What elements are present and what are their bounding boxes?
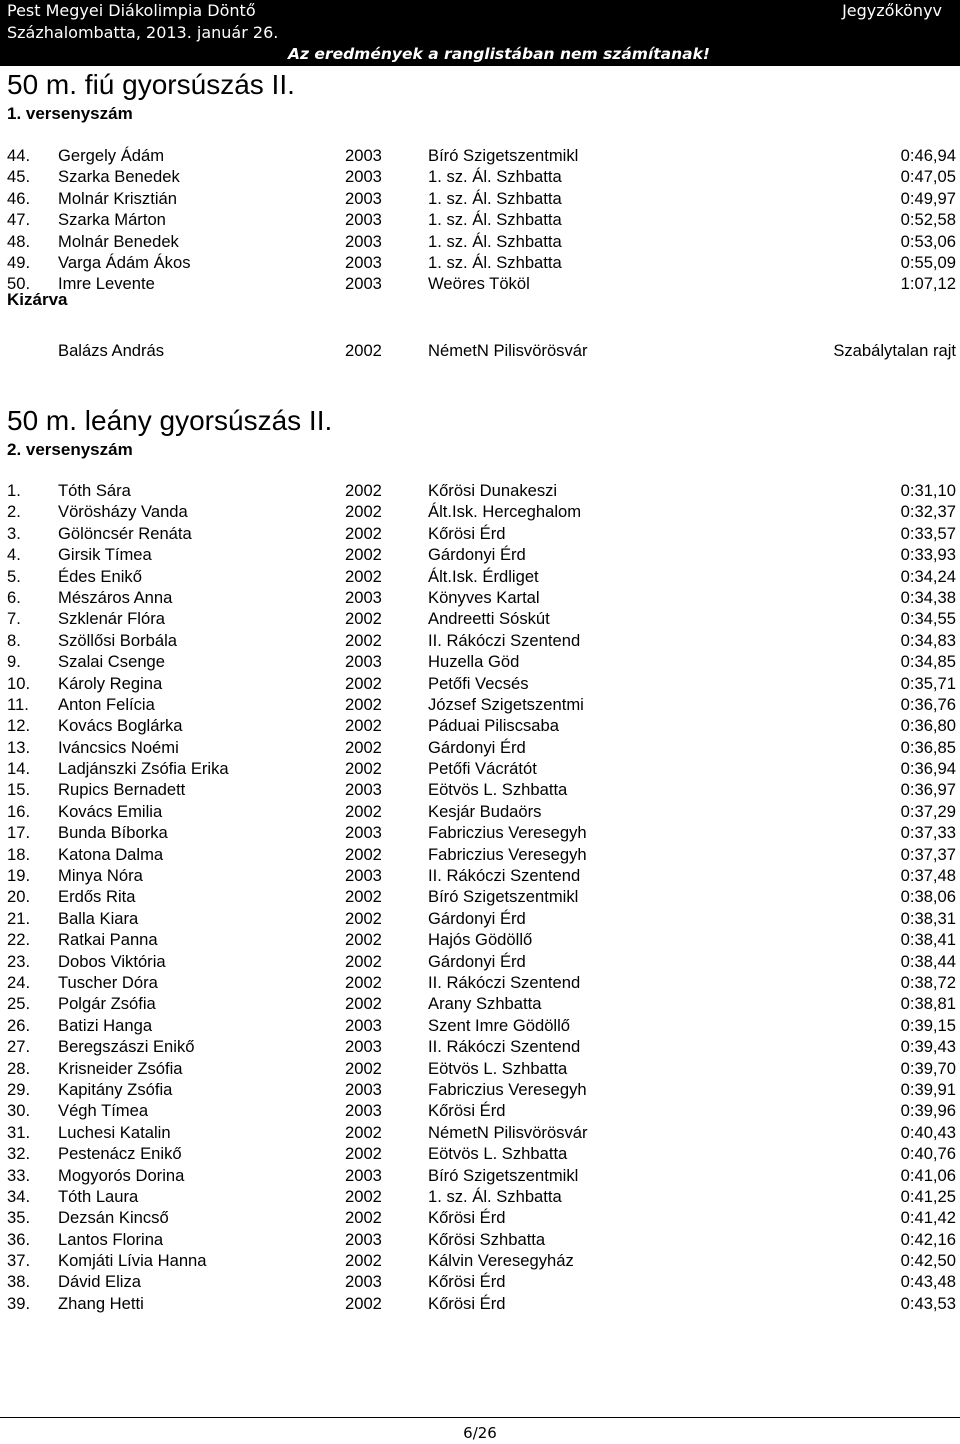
club-name: Kőrösi Érd (428, 1208, 506, 1228)
birth-year: 2002 (345, 545, 382, 565)
rank-number: 24. (7, 972, 31, 992)
club-name: Petőfi Vácrátót (428, 759, 537, 779)
athlete-name: Dávid Eliza (58, 1272, 142, 1292)
footer-divider (0, 1417, 960, 1418)
athlete-name: Polgár Zsófia (58, 994, 156, 1014)
rank-number: 47. (7, 210, 31, 230)
rank-number: 13. (7, 737, 31, 757)
result-time: 0:34,24 (900, 566, 956, 586)
rank-number: 28. (7, 1058, 31, 1078)
rank-number: 39. (7, 1293, 31, 1313)
athlete-name: Kovács Boglárka (58, 716, 183, 736)
athlete-name: Katona Dalma (58, 844, 164, 864)
table-row (0, 651, 960, 672)
event2-title: 50 m. leány gyorsúszás II. (7, 405, 333, 436)
result-time: 0:53,06 (900, 231, 956, 251)
rank-number: 44. (7, 146, 31, 165)
birth-year: 2002 (345, 951, 382, 971)
table-row (0, 801, 960, 822)
table-row (0, 1143, 960, 1164)
club-name: József Szigetszentmi (428, 694, 584, 714)
disqualification-reason: Szabálytalan rajt (833, 341, 956, 360)
table-row (0, 252, 960, 273)
birth-year: 2002 (345, 737, 382, 757)
birth-year: 2002 (345, 566, 382, 586)
rank-number: 7. (7, 609, 21, 629)
club-name: Huzella Göd (428, 652, 520, 672)
result-time: 0:36,76 (900, 694, 956, 714)
rank-number: 33. (7, 1165, 31, 1185)
rank-number: 27. (7, 1037, 31, 1057)
club-name: 1. sz. Ál. Szhbatta (428, 188, 562, 208)
event1-title: 50 m. fiú gyorsúszás II. (7, 69, 295, 100)
table-row (0, 1015, 960, 1036)
birth-year: 2002 (345, 1144, 382, 1164)
table-row (0, 929, 960, 950)
result-time: 0:38,72 (900, 972, 956, 992)
table-row (0, 972, 960, 993)
birth-year: 2002 (345, 1186, 382, 1206)
birth-year: 2003 (345, 866, 382, 886)
club-name: Ált.Isk. Herceghalom (428, 502, 582, 522)
club-name: 1. sz. Ál. Szhbatta (428, 167, 562, 187)
birth-year: 2002 (345, 844, 382, 864)
table-row (0, 544, 960, 565)
rank-number: 38. (7, 1272, 31, 1292)
rank-number: 50. (7, 274, 31, 294)
birth-year: 2002 (345, 630, 382, 650)
result-time: 0:40,43 (900, 1122, 956, 1142)
result-time: 0:42,50 (900, 1251, 956, 1271)
table-row (0, 1036, 960, 1057)
result-time: 0:39,91 (900, 1079, 956, 1099)
disqualified-label: Kizárva (7, 290, 68, 309)
birth-year: 2002 (345, 972, 382, 992)
rank-number: 2. (7, 502, 21, 522)
athlete-name: Vörösházy Vanda (58, 502, 188, 522)
birth-year: 2003 (345, 1037, 382, 1057)
athlete-name: Édes Enikő (58, 566, 142, 586)
athlete-name: Tóth Sára (58, 481, 131, 500)
athlete-name: Anton Felícia (58, 694, 155, 714)
rank-number: 9. (7, 652, 21, 672)
birth-year: 2003 (345, 210, 382, 230)
rank-number: 35. (7, 1208, 31, 1228)
birth-year: 2002 (345, 1251, 382, 1271)
club-name: Kőrösi Érd (428, 1272, 506, 1292)
table-row (0, 166, 960, 187)
club-name: Kőrösi Érd (428, 523, 506, 543)
result-time: 0:34,55 (900, 609, 956, 629)
ranking-note: Az eredmények a ranglistában nem számítanak! (288, 45, 710, 63)
athlete-name: Batizi Hanga (58, 1015, 153, 1035)
birth-year: 2002 (345, 694, 382, 714)
competition-place-date: Százhalombatta, 2013. január 26. (7, 23, 279, 42)
athlete-name: Tuscher Dóra (58, 972, 158, 992)
birth-year: 2003 (345, 1079, 382, 1099)
rank-number: 19. (7, 866, 31, 886)
rank-number: 32. (7, 1144, 31, 1164)
rank-number: 46. (7, 188, 31, 208)
athlete-name: Molnár Krisztián (58, 188, 177, 208)
result-time: 0:31,10 (900, 481, 956, 500)
result-time: 0:35,71 (900, 673, 956, 693)
club-name: Kálvin Veresegyház (428, 1251, 574, 1271)
athlete-name: Beregszászi Enikő (58, 1037, 195, 1057)
page-header (0, 0, 960, 66)
rank-number: 36. (7, 1229, 31, 1249)
club-name: Fabriczius Veresegyh (428, 844, 587, 864)
table-row (0, 715, 960, 736)
rank-number: 4. (7, 545, 21, 565)
club-name: Könyves Kartal (428, 587, 540, 607)
table-row (0, 779, 960, 800)
athlete-name: Szarka Benedek (58, 167, 180, 187)
rank-number: 26. (7, 1015, 31, 1035)
club-name: Hajós Gödöllő (428, 930, 533, 950)
result-time: 0:32,37 (900, 502, 956, 522)
rank-number: 34. (7, 1186, 31, 1206)
result-time: 0:39,96 (900, 1101, 956, 1121)
rank-number: 6. (7, 587, 21, 607)
rank-number: 8. (7, 630, 21, 650)
table-row (0, 951, 960, 972)
table-row (0, 1122, 960, 1143)
athlete-name: Dobos Viktória (58, 951, 166, 971)
event1-results (0, 145, 960, 295)
athlete-name: Minya Nóra (58, 866, 143, 886)
table-row (0, 886, 960, 907)
club-name: Kőrösi Érd (428, 1293, 506, 1313)
result-time: 0:38,06 (900, 887, 956, 907)
birth-year: 2003 (345, 167, 382, 187)
athlete-name: Lantos Florina (58, 1229, 164, 1249)
rank-number: 15. (7, 780, 31, 800)
rank-number: 11. (7, 694, 29, 714)
birth-year: 2002 (345, 908, 382, 928)
birth-year: 2002 (345, 341, 382, 360)
rank-number: 30. (7, 1101, 31, 1121)
result-time: 0:42,16 (900, 1229, 956, 1249)
birth-year: 2003 (345, 252, 382, 272)
rank-number: 23. (7, 951, 31, 971)
result-time: 0:38,44 (900, 951, 956, 971)
rank-number: 10. (7, 673, 31, 693)
athlete-name: Erdős Rita (58, 887, 136, 907)
club-name: Eötvös L. Szhbatta (428, 780, 568, 800)
rank-number: 21. (7, 908, 31, 928)
athlete-name: Mészáros Anna (58, 587, 173, 607)
rank-number: 37. (7, 1251, 31, 1271)
result-time: 0:37,33 (900, 823, 956, 843)
rank-number: 49. (7, 252, 31, 272)
rank-number: 16. (7, 801, 31, 821)
rank-number: 31. (7, 1122, 31, 1142)
result-time: 0:33,93 (900, 545, 956, 565)
rank-number: 5. (7, 566, 21, 586)
table-row (0, 1250, 960, 1271)
club-name: NémetN Pilisvörösvár (428, 341, 588, 360)
rank-number: 12. (7, 716, 31, 736)
table-row (0, 480, 960, 501)
club-name: 1. sz. Ál. Szhbatta (428, 1186, 562, 1206)
athlete-name: Girsik Tímea (58, 545, 152, 565)
rank-number: 20. (7, 887, 31, 907)
result-time: 0:34,85 (900, 652, 956, 672)
rank-number: 17. (7, 823, 31, 843)
rank-number: 22. (7, 930, 31, 950)
athlete-name: Tóth Laura (58, 1186, 139, 1206)
athlete-name: Iváncsics Noémi (58, 737, 179, 757)
rank-number: 48. (7, 231, 31, 251)
athlete-name: Gölöncsér Renáta (58, 523, 192, 543)
birth-year: 2003 (345, 1165, 382, 1185)
birth-year: 2003 (345, 146, 382, 165)
athlete-name: Végh Tímea (58, 1101, 149, 1121)
athlete-name: Kovács Emilia (58, 801, 163, 821)
birth-year: 2002 (345, 930, 382, 950)
athlete-name: Balázs András (58, 341, 165, 360)
table-row (0, 1100, 960, 1121)
athlete-name: Imre Levente (58, 274, 155, 294)
table-row (0, 566, 960, 587)
result-time: 0:33,57 (900, 523, 956, 543)
club-name: 1. sz. Ál. Szhbatta (428, 210, 562, 230)
table-row (0, 188, 960, 209)
table-row (0, 273, 960, 294)
athlete-name: Pestenácz Enikő (58, 1144, 182, 1164)
athlete-name: Szöllősi Borbála (58, 630, 177, 650)
birth-year: 2002 (345, 481, 382, 500)
birth-year: 2002 (345, 523, 382, 543)
birth-year: 2003 (345, 274, 382, 294)
birth-year: 2002 (345, 1058, 382, 1078)
birth-year: 2002 (345, 502, 382, 522)
rank-number: 3. (7, 523, 21, 543)
table-row (0, 209, 960, 230)
result-time: 0:36,85 (900, 737, 956, 757)
rank-number: 25. (7, 994, 31, 1014)
competition-title: Pest Megyei Diákolimpia Döntő (7, 1, 256, 20)
result-time: 0:37,29 (900, 801, 956, 821)
rank-number: 45. (7, 167, 31, 187)
document-type: Jegyzőkönyv (842, 1, 942, 20)
result-time: 0:55,09 (900, 252, 956, 272)
birth-year: 2002 (345, 1122, 382, 1142)
table-row (0, 630, 960, 651)
table-row (0, 1079, 960, 1100)
table-row (0, 145, 960, 166)
birth-year: 2003 (345, 823, 382, 843)
club-name: II. Rákóczi Szentend (428, 1037, 581, 1057)
disqualified-row (0, 340, 960, 361)
athlete-name: Bunda Bíborka (58, 823, 168, 843)
event2-results (0, 480, 960, 1314)
result-time: 0:38,81 (900, 994, 956, 1014)
result-time: 0:37,37 (900, 844, 956, 864)
result-time: 0:34,38 (900, 587, 956, 607)
table-row (0, 758, 960, 779)
club-name: II. Rákóczi Szentend (428, 972, 581, 992)
result-time: 0:37,48 (900, 866, 956, 886)
club-name: Andreetti Sóskút (428, 609, 550, 629)
athlete-name: Krisneider Zsófia (58, 1058, 183, 1078)
club-name: NémetN Pilisvörösvár (428, 1122, 588, 1142)
club-name: Bíró Szigetszentmikl (428, 887, 579, 907)
table-row (0, 673, 960, 694)
club-name: 1. sz. Ál. Szhbatta (428, 252, 562, 272)
club-name: Gárdonyi Érd (428, 545, 526, 565)
result-time: 0:41,06 (900, 1165, 956, 1185)
club-name: Bíró Szigetszentmikl (428, 146, 579, 165)
athlete-name: Ratkai Panna (58, 930, 158, 950)
birth-year: 2002 (345, 716, 382, 736)
athlete-name: Szarka Márton (58, 210, 166, 230)
table-row (0, 587, 960, 608)
birth-year: 2002 (345, 801, 382, 821)
birth-year: 2002 (345, 673, 382, 693)
birth-year: 2002 (345, 1293, 382, 1313)
table-row (0, 865, 960, 886)
birth-year: 2003 (345, 231, 382, 251)
athlete-name: Varga Ádám Ákos (58, 252, 191, 272)
athlete-name: Kapitány Zsófia (58, 1079, 173, 1099)
table-row (0, 523, 960, 544)
birth-year: 2002 (345, 759, 382, 779)
birth-year: 2003 (345, 1229, 382, 1249)
athlete-name: Molnár Benedek (58, 231, 179, 251)
table-row (0, 1186, 960, 1207)
table-row (0, 501, 960, 522)
birth-year: 2003 (345, 1272, 382, 1292)
athlete-name: Ladjánszki Zsófia Erika (58, 759, 229, 779)
birth-year: 2003 (345, 188, 382, 208)
table-row (0, 231, 960, 252)
athlete-name: Szalai Csenge (58, 652, 166, 672)
rank-number: 18. (7, 844, 31, 864)
club-name: Weöres Tököl (428, 274, 530, 294)
table-row (0, 694, 960, 715)
club-name: Bíró Szigetszentmikl (428, 1165, 579, 1185)
club-name: Gárdonyi Érd (428, 951, 526, 971)
result-time: 0:41,42 (900, 1208, 956, 1228)
table-row (0, 737, 960, 758)
athlete-name: Gergely Ádám (58, 146, 165, 165)
table-row (0, 908, 960, 929)
club-name: Gárdonyi Érd (428, 737, 526, 757)
athlete-name: Szklenár Flóra (58, 609, 165, 629)
birth-year: 2002 (345, 609, 382, 629)
result-time: 0:49,97 (900, 188, 956, 208)
table-row (0, 1165, 960, 1186)
table-row (0, 1293, 960, 1314)
club-name: Eötvös L. Szhbatta (428, 1058, 568, 1078)
result-time: 0:36,97 (900, 780, 956, 800)
rank-number: 14. (7, 759, 31, 779)
result-time: 0:47,05 (900, 167, 956, 187)
page-number: 6/26 (463, 1424, 497, 1442)
athlete-name: Komjáti Lívia Hanna (58, 1251, 207, 1271)
table-row (0, 340, 960, 361)
athlete-name: Dezsán Kincső (58, 1208, 169, 1228)
club-name: II. Rákóczi Szentend (428, 866, 581, 886)
result-time: 0:43,48 (900, 1272, 956, 1292)
club-name: Eötvös L. Szhbatta (428, 1144, 568, 1164)
athlete-name: Mogyorós Dorina (58, 1165, 185, 1185)
event2-subtitle: 2. versenyszám (7, 440, 133, 459)
birth-year: 2003 (345, 1101, 382, 1121)
club-name: Arany Szhbatta (428, 994, 542, 1014)
athlete-name: Zhang Hetti (58, 1293, 144, 1313)
club-name: Páduai Piliscsaba (428, 716, 559, 736)
club-name: Kőrösi Szhbatta (428, 1229, 546, 1249)
athlete-name: Rupics Bernadett (58, 780, 186, 800)
club-name: Petőfi Vecsés (428, 673, 529, 693)
birth-year: 2002 (345, 994, 382, 1014)
result-time: 0:39,70 (900, 1058, 956, 1078)
club-name: Gárdonyi Érd (428, 908, 526, 928)
result-time: 0:34,83 (900, 630, 956, 650)
birth-year: 2003 (345, 587, 382, 607)
result-time: 0:40,76 (900, 1144, 956, 1164)
table-row (0, 822, 960, 843)
club-name: Szent Imre Gödöllő (428, 1015, 571, 1035)
club-name: Fabriczius Veresegyh (428, 1079, 587, 1099)
birth-year: 2002 (345, 887, 382, 907)
table-row (0, 1271, 960, 1292)
result-time: 0:43,53 (900, 1293, 956, 1313)
table-row (0, 993, 960, 1014)
result-time: 0:41,25 (900, 1186, 956, 1206)
result-time: 0:46,94 (900, 146, 956, 165)
result-time: 0:52,58 (900, 210, 956, 230)
birth-year: 2003 (345, 1015, 382, 1035)
birth-year: 2003 (345, 652, 382, 672)
birth-year: 2002 (345, 1208, 382, 1228)
table-row (0, 1207, 960, 1228)
rank-number: 29. (7, 1079, 31, 1099)
table-row (0, 1058, 960, 1079)
rank-number: 1. (7, 481, 21, 500)
table-row (0, 608, 960, 629)
result-time: 0:36,80 (900, 716, 956, 736)
club-name: 1. sz. Ál. Szhbatta (428, 231, 562, 251)
table-row (0, 844, 960, 865)
club-name: Kesjár Budaörs (428, 801, 542, 821)
event1-subtitle: 1. versenyszám (7, 104, 133, 123)
result-time: 0:39,15 (900, 1015, 956, 1035)
athlete-name: Károly Regina (58, 673, 163, 693)
result-time: 0:36,94 (900, 759, 956, 779)
club-name: Ált.Isk. Érdliget (428, 566, 539, 586)
result-time: 0:38,31 (900, 908, 956, 928)
result-time: 1:07,12 (900, 274, 956, 294)
result-time: 0:38,41 (900, 930, 956, 950)
result-time: 0:39,43 (900, 1037, 956, 1057)
club-name: Kőrösi Dunakeszi (428, 481, 558, 500)
club-name: Kőrösi Érd (428, 1101, 506, 1121)
athlete-name: Luchesi Katalin (58, 1122, 171, 1142)
club-name: Fabriczius Veresegyh (428, 823, 587, 843)
club-name: II. Rákóczi Szentend (428, 630, 581, 650)
athlete-name: Balla Kiara (58, 908, 139, 928)
table-row (0, 1229, 960, 1250)
birth-year: 2003 (345, 780, 382, 800)
